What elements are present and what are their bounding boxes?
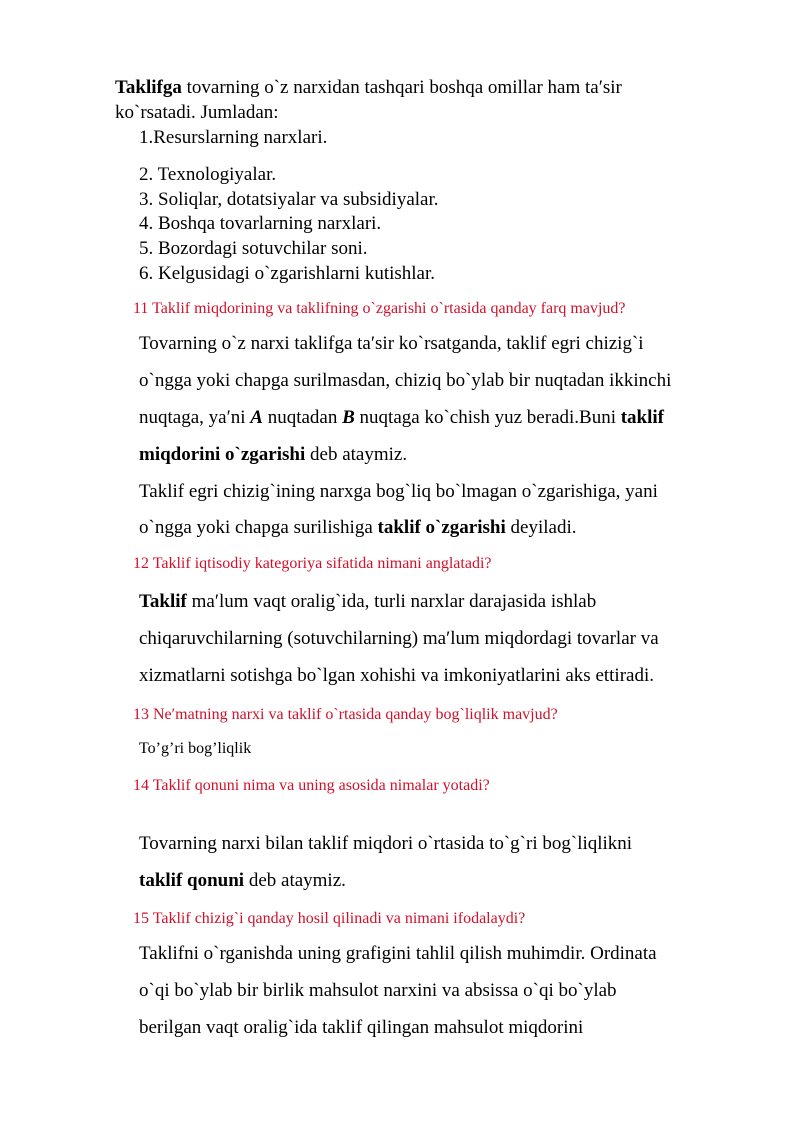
term-supply-change: taklif o`zgarishi [377, 517, 506, 538]
intro-line-2: ko`rsatadi. Jumladan: [115, 102, 279, 123]
factor-item-1: 1.Resurslarning narxlari. [139, 127, 328, 148]
factor-item-5: 5. Bozordagi sotuvchilar soni. [139, 238, 368, 259]
q12-answer-line-3: xizmatlarni sotishga bo`lgan xohishi va imkoniyatlarini aks ettiradi. [139, 665, 655, 686]
term-supply-law: taklif qonuni [139, 870, 245, 891]
q13-answer: To’g’ri bog’liqlik [139, 740, 252, 757]
factor-item-6: 6. Kelgusidagi o`zgarishlarni kutishlar. [139, 263, 436, 284]
term-taklif-def: Taklif [139, 591, 187, 612]
question-12: 12 Taklif iqtisodiy kategoriya sifatida nimani anglatadi? [133, 555, 492, 572]
q11-answer-line-5: Taklif egri chizig`ining narxga bog`liq bo`lmagan o`zgarishiga, yani [139, 481, 658, 502]
q11-answer-line-4: miqdorini o`zgarishi deb ataymiz. [139, 444, 408, 465]
q14-answer-line-1: Tovarning narxi bilan taklif miqdori o`rtasida to`g`ri bog`liqlikni [139, 833, 633, 854]
q15-answer-line-2: o`qi bo`ylab bir birlik mahsulot narxini va absissa o`qi bo`ylab [139, 980, 617, 1001]
factor-item-3: 3. Soliqlar, dotatsiyalar va subsidiyalar. [139, 189, 439, 210]
q12-answer-line-1: Taklif ma′lum vaqt oralig`ida, turli narxlar darajasida ishlab [139, 591, 597, 612]
point-a-label: A [250, 407, 263, 428]
q11-answer-line-3: nuqtaga, ya′ni A nuqtadan B nuqtaga ko`chish yuz beradi.Buni taklif [139, 407, 665, 428]
term-taklif: taklif [620, 407, 665, 428]
question-13: 13 Ne′matning narxi va taklif o`rtasida qanday bog`liqlik mavjud? [133, 706, 558, 723]
q15-answer-line-3: berilgan vaqt oralig`ida taklif qilingan mahsulot miqdorini [139, 1017, 584, 1038]
question-14: 14 Taklif qonuni nima va uning asosida nimalar yotadi? [133, 777, 490, 794]
point-b-label: B [342, 407, 355, 428]
question-15: 15 Taklif chizig`i qanday hosil qilinadi va nimani ifodalaydi? [133, 910, 526, 927]
q15-answer-line-1: Taklifni o`rganishda uning grafigini tahlil qilish muhimdir. Ordinata [139, 943, 657, 964]
factor-item-2: 2. Texnologiyalar. [139, 164, 277, 185]
q11-answer-line-2: o`ngga yoki chapga surilmasdan, chiziq bo`ylab bir nuqtadan ikkinchi [139, 370, 672, 391]
q11-answer-line-1: Tovarning o`z narxi taklifga ta′sir ko`rsatganda, taklif egri chizig`i [139, 333, 644, 354]
question-11: 11 Taklif miqdorining va taklifning o`zgarishi o`rtasida qanday farq mavjud? [133, 300, 626, 317]
q14-answer-line-2: taklif qonuni deb ataymiz. [139, 870, 346, 891]
q11-answer-line-6: o`ngga yoki chapga surilishiga taklif o`zgarishi deyiladi. [139, 517, 577, 538]
intro-line-1 [115, 77, 622, 99]
term-supply-quantity-change: miqdorini o`zgarishi [139, 444, 306, 465]
q12-answer-line-2: chiqaruvchilarning (sotuvchilarning) ma′lum miqdordagi tovarlar va [139, 628, 659, 649]
intro-line-1-text: tovarning o`z narxidan tashqari boshqa omillar ham ta′sir [181, 77, 622, 98]
factor-item-4: 4. Boshqa tovarlarning narxlari. [139, 213, 382, 234]
intro-bold-term: Taklifga [115, 77, 182, 98]
